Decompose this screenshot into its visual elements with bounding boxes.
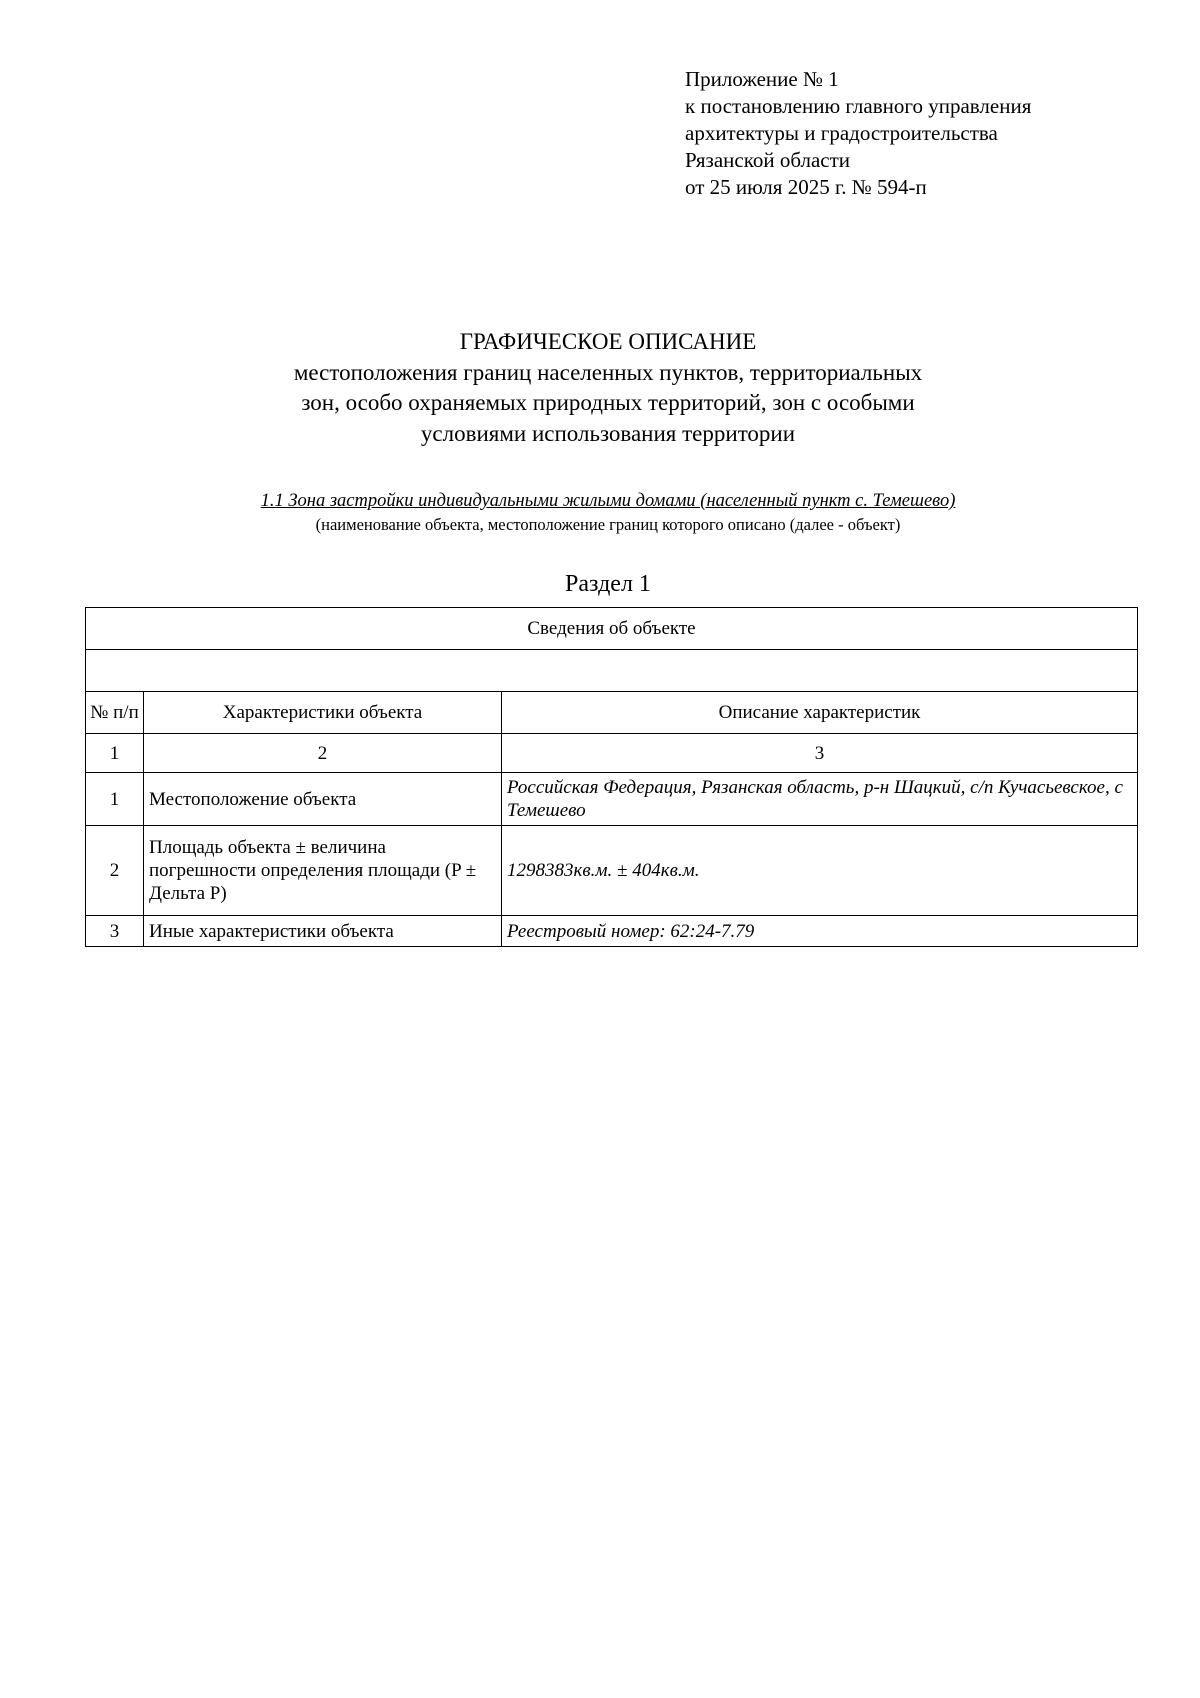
- row-number: 2: [86, 826, 144, 916]
- table-title: Сведения об объекте: [86, 608, 1138, 650]
- title-line: зон, особо охраняемых природных территорий, зон с особыми: [301, 390, 915, 415]
- column-header-description: Описание характеристик: [502, 692, 1138, 734]
- column-number: 3: [502, 734, 1138, 773]
- title-line: местоположения границ населенных пунктов, территориальных: [293, 359, 923, 385]
- table-empty-cell: [86, 650, 1138, 692]
- object-name: 1.1 Зона застройки индивидуальными жилыми домами (населенный пункт с. Темешево): [260, 491, 956, 511]
- table-column-numbers-row: [86, 734, 1138, 773]
- row-description: Реестровый номер: 62:24-7.79: [502, 916, 1138, 947]
- object-info-table: [85, 607, 1138, 947]
- column-number: 1: [86, 734, 144, 773]
- appendix-line: архитектуры и градостроительства: [685, 121, 998, 145]
- column-number: 2: [144, 734, 502, 773]
- appendix-line: Приложение № 1: [685, 67, 839, 91]
- row-characteristic: Площадь объекта ± величина погрешности определения площади (P ± Дельта P): [144, 826, 502, 916]
- table-row: [86, 826, 1138, 916]
- row-characteristic: Иные характеристики объекта: [144, 916, 502, 947]
- table-row: [86, 773, 1138, 826]
- column-header-number: № п/п: [86, 692, 144, 734]
- title-line: условиями использования территории: [420, 420, 796, 446]
- title-heading: ГРАФИЧЕСКОЕ ОПИСАНИЕ: [459, 329, 757, 354]
- row-description: 1298383кв.м. ± 404кв.м.: [502, 826, 1138, 916]
- appendix-line: к постановлению главного управления: [685, 94, 1032, 118]
- table-row: [86, 916, 1138, 947]
- row-description: Российская Федерация, Рязанская область, р-н Шацкий, с/п Кучасьевское, с Темешево: [502, 773, 1138, 826]
- row-characteristic: Местоположение объекта: [144, 773, 502, 826]
- object-caption: (наименование объекта, местоположение границ которого описано (далее - объект): [315, 515, 901, 534]
- row-number: 1: [86, 773, 144, 826]
- table-empty-row: [86, 650, 1138, 692]
- table-title-row: [86, 608, 1138, 650]
- document-title: [0, 327, 1200, 449]
- appendix-header: [685, 66, 1145, 201]
- appendix-line: Рязанской области: [685, 148, 851, 172]
- column-header-characteristic: Характеристики объекта: [144, 692, 502, 734]
- row-number: 3: [86, 916, 144, 947]
- appendix-line: от 25 июля 2025 г. № 594-п: [685, 175, 927, 199]
- table-header-row: [86, 692, 1138, 734]
- section-label: Раздел 1: [565, 571, 651, 597]
